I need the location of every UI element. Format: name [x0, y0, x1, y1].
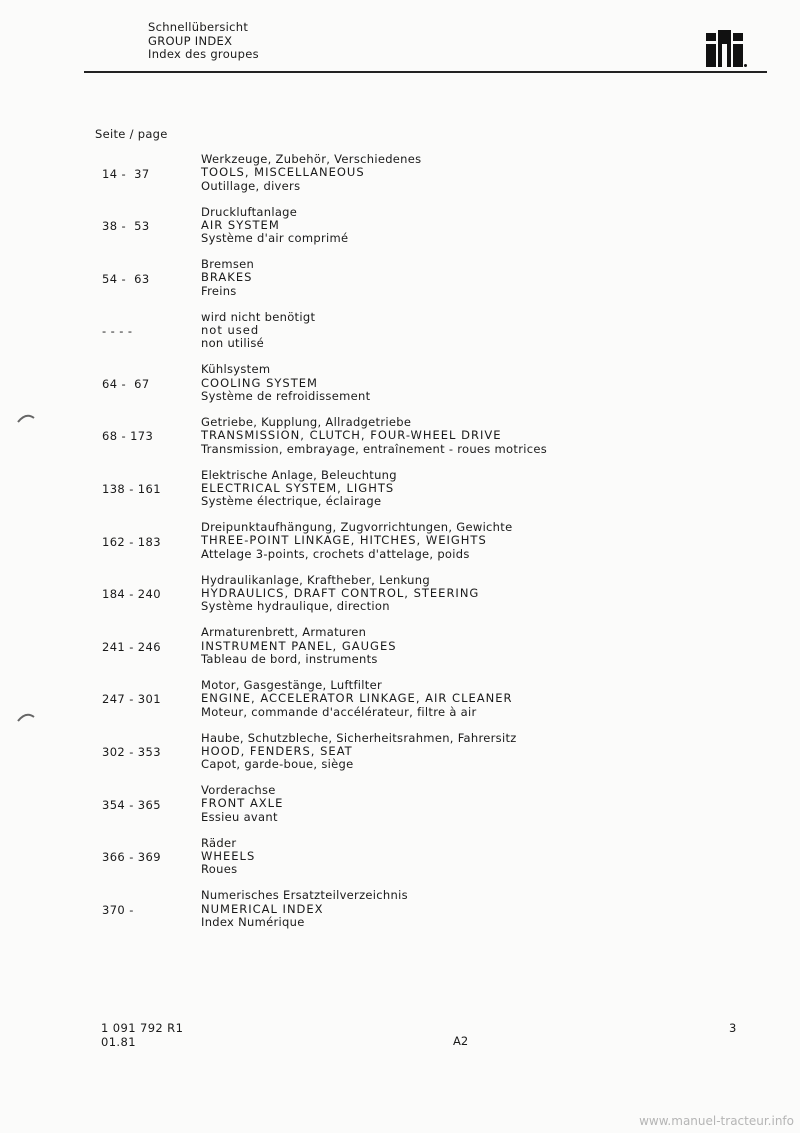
group-title-fr: Capot, garde-boue, siège — [201, 757, 354, 772]
group-title-fr: Système de refroidissement — [201, 388, 371, 403]
group-titles — [201, 206, 348, 246]
group-title-fr: Tableau de bord, instruments — [201, 651, 378, 666]
group-title-fr: Système hydraulique, direction — [201, 599, 390, 614]
group-titles — [201, 258, 254, 298]
group-title-en: not used — [201, 323, 260, 338]
group-titles — [201, 521, 512, 561]
group-title-en: TOOLS, MISCELLANEOUS — [201, 165, 365, 180]
group-page-range: 366 - 369 — [102, 850, 161, 865]
group-row — [0, 258, 800, 311]
group-page-range: 370 - — [102, 902, 134, 917]
group-title-fr: non utilisé — [201, 336, 265, 351]
group-title-en: ELECTRICAL SYSTEM, LIGHTS — [201, 480, 395, 495]
group-titles — [201, 626, 397, 666]
header-rule — [84, 71, 767, 73]
group-title-fr: Système électrique, éclairage — [201, 494, 382, 509]
group-page-range: 68 - 173 — [102, 429, 154, 444]
group-row — [0, 837, 800, 890]
group-title-fr: Système d'air comprimé — [201, 231, 349, 246]
group-title-fr: Outillage, divers — [201, 178, 301, 193]
group-title-de: Getriebe, Kupplung, Allradgetriebe — [201, 414, 412, 429]
group-list — [0, 153, 800, 942]
group-titles — [201, 679, 512, 719]
group-title-en: BRAKES — [201, 270, 253, 285]
group-page-range: 14 - 37 — [102, 166, 150, 181]
document-number-block — [101, 1021, 183, 1049]
group-title-en: HOOD, FENDERS, SEAT — [201, 743, 353, 758]
group-page-range: 241 - 246 — [102, 639, 161, 654]
group-titles — [201, 311, 315, 351]
group-title-fr: Attelage 3-points, crochets d'attelage, poids — [201, 546, 470, 561]
group-row — [0, 784, 800, 837]
group-title-en: ENGINE, ACCELERATOR LINKAGE, AIR CLEANER — [201, 691, 513, 706]
group-title-en: TRANSMISSION, CLUTCH, FOUR-WHEEL DRIVE — [201, 428, 502, 443]
ih-logo-icon — [704, 30, 748, 68]
group-page-range: - - - - — [102, 324, 133, 339]
group-page-range: 354 - 365 — [102, 797, 161, 812]
group-title-en: NUMERICAL INDEX — [201, 901, 324, 916]
group-title-de: Bremsen — [201, 257, 255, 272]
group-title-de: Armaturenbrett, Armaturen — [201, 625, 367, 640]
group-titles — [201, 416, 547, 456]
group-title-en: HYDRAULICS, DRAFT CONTROL, STEERING — [201, 586, 480, 601]
group-row — [0, 626, 800, 679]
group-title-fr: Moteur, commande d'accélérateur, filtre à air — [201, 704, 477, 719]
group-titles — [201, 837, 255, 877]
group-title-en: FRONT AXLE — [201, 796, 284, 811]
group-page-range: 54 - 63 — [102, 271, 150, 286]
group-page-range: 302 - 353 — [102, 745, 161, 760]
group-titles — [201, 469, 397, 509]
sheet-code: A2 — [453, 1034, 469, 1048]
group-title-fr: Freins — [201, 283, 237, 298]
group-row — [0, 416, 800, 469]
group-title-en: WHEELS — [201, 849, 256, 864]
page-number: 3 — [729, 1021, 737, 1035]
group-title-de: Elektrische Anlage, Beleuchtung — [201, 467, 397, 482]
group-title-fr: Roues — [201, 862, 238, 877]
group-title-de: Numerisches Ersatzteilverzeichnis — [201, 888, 408, 903]
group-title-de: Motor, Gasgestänge, Luftfilter — [201, 677, 382, 692]
group-page-range: 184 - 240 — [102, 587, 161, 602]
group-title-de: Räder — [201, 835, 237, 850]
group-title-de: wird nicht benötigt — [201, 309, 316, 324]
group-title-en: COOLING SYSTEM — [201, 375, 318, 390]
group-title-fr: Index Numérique — [201, 914, 305, 929]
header-title-fr: Index des groupes — [148, 47, 259, 61]
group-title-fr: Essieu avant — [201, 809, 278, 824]
group-row — [0, 206, 800, 259]
group-row — [0, 311, 800, 364]
group-page-range: 247 - 301 — [102, 692, 161, 707]
group-page-range: 38 - 53 — [102, 219, 150, 234]
group-page-range: 138 - 161 — [102, 482, 161, 497]
group-row — [0, 574, 800, 627]
group-title-de: Druckluftanlage — [201, 204, 298, 219]
group-title-fr: Transmission, embrayage, entraînement - roues motrices — [201, 441, 548, 456]
header-title-en: GROUP INDEX — [148, 33, 233, 48]
watermark: www.manuel-tracteur.info — [639, 1114, 794, 1128]
group-titles — [201, 363, 370, 403]
group-title-en: AIR SYSTEM — [201, 217, 280, 232]
group-title-de: Kühlsystem — [201, 362, 271, 377]
group-title-de: Haube, Schutzbleche, Sicherheitsrahmen, Fahrersitz — [201, 730, 517, 745]
group-titles — [201, 153, 421, 193]
group-titles — [201, 732, 517, 772]
group-titles — [201, 889, 408, 929]
group-row — [0, 469, 800, 522]
page-label: Seite / page — [95, 127, 168, 141]
group-page-range: 162 - 183 — [102, 534, 161, 549]
document-number: 1 091 792 R1 — [101, 1021, 184, 1035]
group-row — [0, 889, 800, 942]
group-row — [0, 679, 800, 732]
punch-hole-mark — [16, 711, 36, 725]
group-row — [0, 363, 800, 416]
group-row — [0, 732, 800, 785]
document-date: 01.81 — [101, 1035, 136, 1049]
group-title-en: THREE-POINT LINKAGE, HITCHES, WEIGHTS — [201, 533, 487, 548]
group-page-range: 64 - 67 — [102, 376, 150, 391]
header-title-de: Schnellübersicht — [148, 20, 249, 34]
group-title-de: Werkzeuge, Zubehör, Verschiedenes — [201, 152, 422, 166]
group-title-de: Vorderachse — [201, 783, 276, 798]
group-title-en: INSTRUMENT PANEL, GAUGES — [201, 638, 397, 653]
group-titles — [201, 574, 479, 614]
group-titles — [201, 784, 283, 824]
group-row — [0, 521, 800, 574]
group-title-de: Hydraulikanlage, Kraftheber, Lenkung — [201, 572, 430, 587]
punch-hole-mark — [16, 412, 36, 426]
header-titles — [148, 21, 259, 62]
group-title-de: Dreipunktaufhängung, Zugvorrichtungen, Gewichte — [201, 520, 513, 535]
group-row — [0, 153, 800, 206]
